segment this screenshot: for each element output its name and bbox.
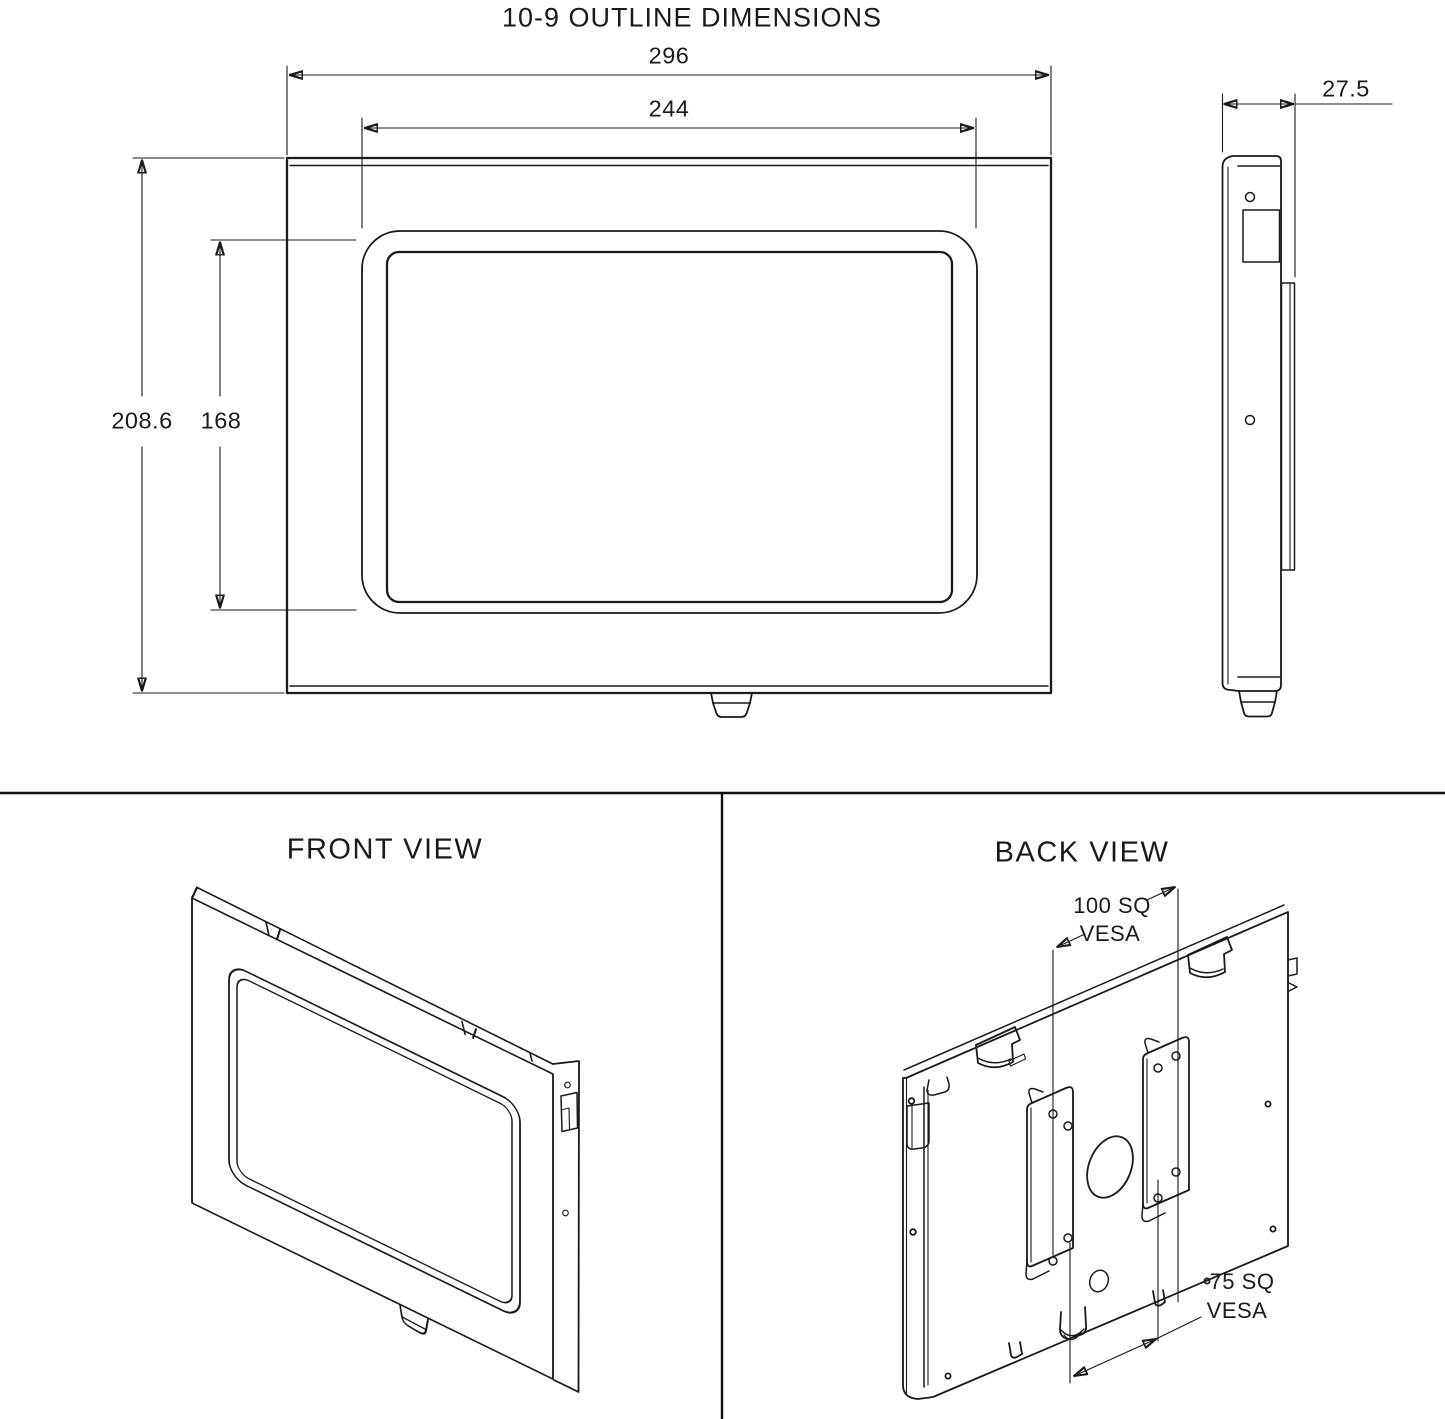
dim-depth-label: 27.5 [1322, 75, 1370, 102]
vesa-rail-left [1026, 1087, 1073, 1279]
bezel-window-outline [362, 231, 977, 613]
back-plate-outline [903, 912, 1288, 1399]
side-profile-drawing [1223, 94, 1393, 717]
dim-overall-width-label: 296 [648, 42, 690, 69]
front-view-3d-drawing [192, 885, 579, 1398]
vesa-75-label-line1: 75 SQ [1209, 1269, 1275, 1294]
dim-depth [1223, 94, 1393, 277]
side-hole-top [1246, 193, 1255, 202]
small-hole [1087, 1267, 1112, 1294]
vesa-100-label-line1: 100 SQ [1073, 893, 1151, 918]
screen-window-outline [387, 252, 952, 602]
side-home-button-tab [1239, 691, 1277, 717]
side-body-outline [1233, 156, 1281, 691]
side-hole-mid [1246, 416, 1255, 425]
bottom-edge-brackets [1009, 1290, 1165, 1358]
dim-window-width [362, 118, 976, 228]
screen-window-3d-outer [229, 963, 520, 1319]
side-latch-cutout [561, 1093, 578, 1132]
back-home-button-pocket [1060, 1307, 1086, 1340]
front-view-label: FRONT VIEW [286, 833, 484, 866]
right-side-rim [553, 1061, 579, 1392]
side-back-plate [1282, 283, 1295, 570]
rim-hole-top [565, 1082, 571, 1088]
back-plate-screw-holes [909, 1098, 1276, 1378]
side-front-lip [1223, 156, 1239, 691]
dim-window-width-label: 244 [648, 95, 690, 122]
home-button-tab-3d [400, 1305, 428, 1337]
vesa-100-label-line2: VESA [1079, 921, 1141, 946]
screen-window-3d-inner [237, 975, 512, 1307]
side-cutout [1243, 210, 1280, 262]
back-view-label: BACK VIEW [994, 836, 1170, 869]
dim-overall-height-label: 208.6 [111, 407, 173, 434]
cable-hole [1079, 1129, 1142, 1204]
vesa-75-label-line2: VESA [1206, 1298, 1268, 1323]
outline-dimensions-drawing [133, 66, 1051, 717]
rim-hole-bottom [563, 1210, 569, 1216]
home-button-tab [711, 693, 752, 717]
right-edge-details [1288, 958, 1297, 991]
page-title: 10-9 OUTLINE DIMENSIONS [501, 2, 883, 33]
dim-window-height-label: 168 [200, 407, 242, 434]
front-face [192, 898, 553, 1379]
top-edge-clips [976, 937, 1232, 1067]
vesa-rail-right [1142, 1037, 1189, 1221]
